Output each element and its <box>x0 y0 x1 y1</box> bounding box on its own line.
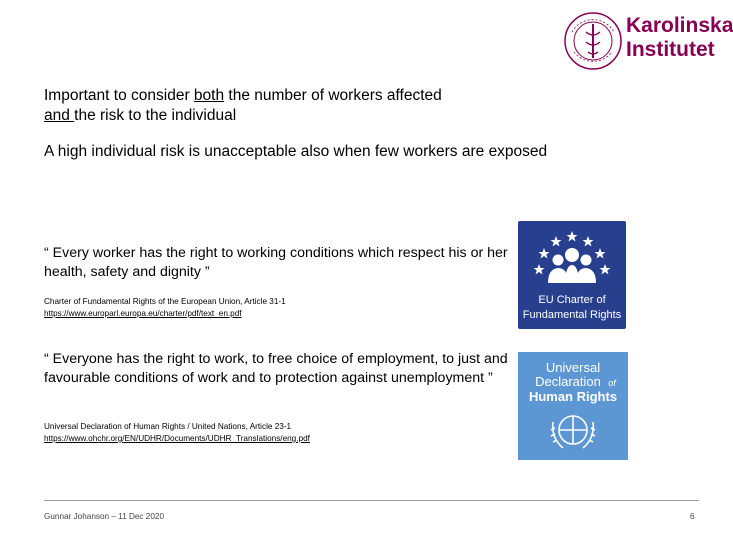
source-eu-charter <box>44 296 514 320</box>
citation-text: Universal Declaration of Human Rights / United Nations, Article 23-1 <box>44 422 292 431</box>
eu-logo-line1: EU Charter of <box>538 294 606 306</box>
source-link[interactable]: https://www.europarl.europa.eu/charter/pdf/text_en.pdf <box>44 309 242 318</box>
eu-logo-line2: Fundamental Rights <box>522 309 622 321</box>
quote-eu-charter: “ Every worker has the right to working conditions which respect his or her health, safety and dignity ” <box>44 245 508 280</box>
citation-text: Charter of Fundamental Rights of the European Union, Article 31-1 <box>44 297 286 306</box>
source-link[interactable]: https://www.ohchr.org/EN/UDHR/Documents/UDHR_Translations/eng.pdf <box>44 434 310 443</box>
people-icon <box>548 248 596 283</box>
source-udhr <box>44 421 514 445</box>
page-number: 6 <box>690 512 695 521</box>
point-individual-risk: A high individual risk is unacceptable also when few workers are exposed <box>44 143 548 160</box>
udhr-logo-line2: Declaration <box>535 374 601 389</box>
seal-icon <box>562 10 624 72</box>
footer-author-date: Gunnar Johanson – 11 Dec 2020 <box>44 512 165 521</box>
udhr-logo-line3: Human Rights <box>528 389 618 404</box>
udhr-logo-of: of <box>608 378 616 388</box>
quote-udhr: “ Everyone has the right to work, to free choice of employment, to just and favourable conditions of work and to protection against unemployment ” <box>44 351 508 386</box>
logo-wordmark: Karolinska Institutet <box>626 14 733 61</box>
udhr-logo <box>518 352 628 460</box>
karolinska-logo <box>562 10 733 74</box>
footer-divider <box>44 500 699 501</box>
un-emblem-icon <box>551 416 595 448</box>
udhr-logo-line1: Universal <box>545 360 601 375</box>
eu-charter-logo <box>518 221 626 329</box>
point-workers-risk: Important to consider both the number of workers affected and the risk to the individual <box>44 87 442 124</box>
